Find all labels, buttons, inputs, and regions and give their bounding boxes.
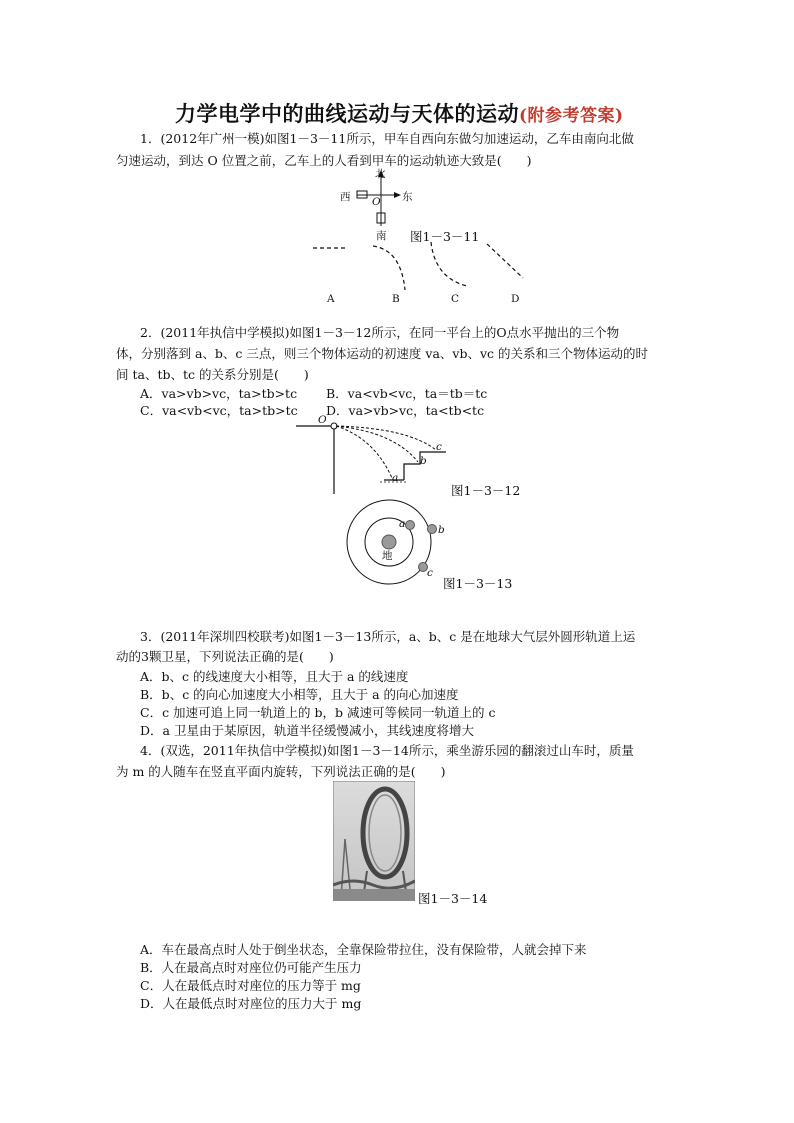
trajectory-to-a	[336, 426, 392, 478]
choice-label-d: D	[511, 293, 520, 305]
earth-icon	[382, 535, 396, 549]
q3-option-c: C．c 加速可追上同一轨道上的 b，b 减速可等候同一轨道上的 c	[140, 705, 496, 720]
figure-1-3-11-caption: 图1－3－11	[410, 229, 480, 244]
q2-option-c: C．va<vb<vc，ta>tb>tc	[140, 403, 298, 418]
q2-line2: 体，分别落到 a、b、c 三点，则三个物体运动的初速度 va、vb、vc 的关系和三个物体运动的时	[116, 346, 648, 361]
q4-line1: 4．(双选，2011年执信中学模拟)如图1－3－14所示，乘坐游乐园的翻滚过山车时，质量	[140, 743, 634, 758]
satellite-b-icon	[428, 525, 437, 534]
q2-line1: 2．(2011年执信中学模拟)如图1－3－12所示，在同一平台上的O点水平抛出的三个物	[140, 325, 620, 340]
page-title	[175, 98, 624, 128]
q4-option-c: C．人在最低点时对座位的压力等于 mg	[140, 978, 361, 993]
label-earth: 地	[382, 550, 393, 562]
q4-option-b: B．人在最高点时对座位仍可能产生压力	[140, 960, 362, 975]
q2-option-d: D．va>vb>vc，ta<tb<tc	[326, 403, 485, 418]
label-o: O	[318, 414, 327, 426]
label-a: a	[392, 472, 399, 484]
choice-label-c: C	[451, 293, 460, 305]
figure-1-3-14-caption: 图1－3－14	[418, 891, 488, 906]
trajectory-b	[373, 246, 405, 290]
q4-option-a: A．车在最高点时人处于倒坐状态，全靠保险带拉住，没有保险带，人就会掉下来	[140, 942, 587, 957]
q1-line2: 匀速运动，到达 O 位置之前，乙车上的人看到甲车的运动轨迹大致是( )	[116, 153, 532, 168]
q2-line3: 间 ta、tb、tc 的关系分别是( )	[116, 367, 309, 382]
q3-option-d: D．a 卫星由于某原因，轨道半径缓慢减小，其线速度将增大	[140, 723, 474, 738]
q3-option-a: A．b、c 的线速度大小相等，且大于 a 的线速度	[140, 669, 409, 684]
figure-1-3-13-caption: 图1－3－13	[443, 576, 513, 591]
figure-1-3-12-caption: 图1－3－12	[451, 483, 521, 498]
title-sub: (附参考答案)	[519, 106, 624, 126]
label-c: c	[436, 441, 442, 453]
label-b: b	[420, 455, 427, 467]
label-west: 西	[340, 191, 351, 203]
q2-option-a: A．va>vb>vc，ta>tb>tc	[140, 386, 298, 401]
q3-line1: 3．(2011年深圳四校联考)如图1－3－13所示，a、b、c 是在地球大气层外圆形轨道上运	[140, 629, 636, 644]
q1-trajectory-choices	[305, 238, 535, 294]
q1-line1: 1．(2012年广州一模)如图1－3－11所示，甲车自西向东做匀加速运动，乙车由南向北做	[140, 131, 634, 146]
label-sat-c: c	[427, 567, 433, 579]
figure-1-3-12	[296, 416, 456, 498]
label-east: 东	[402, 191, 413, 203]
choice-label-a: A	[327, 293, 335, 305]
trajectory-c	[431, 242, 467, 286]
trajectory-to-b	[336, 426, 418, 462]
satellite-a-icon	[406, 521, 415, 530]
label-sat-b: b	[438, 524, 445, 536]
q3-line2: 动的3颗卫星，下列说法正确的是( )	[116, 649, 334, 664]
label-south: 南	[376, 230, 387, 242]
label-north: 北	[375, 168, 386, 180]
east-arrow-icon	[394, 192, 401, 198]
figure-1-3-13	[345, 496, 439, 592]
q3-option-b: B．b、c 的向心加速度大小相等，且大于 a 的向心加速度	[140, 687, 459, 702]
roller-coaster-photo	[333, 781, 415, 901]
choice-label-b: B	[392, 293, 400, 305]
trajectory-d	[487, 244, 523, 278]
label-sat-a: a	[399, 518, 406, 530]
title-main: 力学电学中的曲线运动与天体的运动	[175, 101, 519, 126]
q2-option-b: B．va<vb<vc，ta＝tb＝tc	[326, 386, 488, 401]
q4-option-d: D．人在最低点时对座位的压力大于 mg	[140, 996, 362, 1011]
q4-line2: 为 m 的人随车在竖直平面内旋转，下列说法正确的是( )	[116, 764, 446, 779]
label-origin-o: O	[372, 196, 381, 208]
